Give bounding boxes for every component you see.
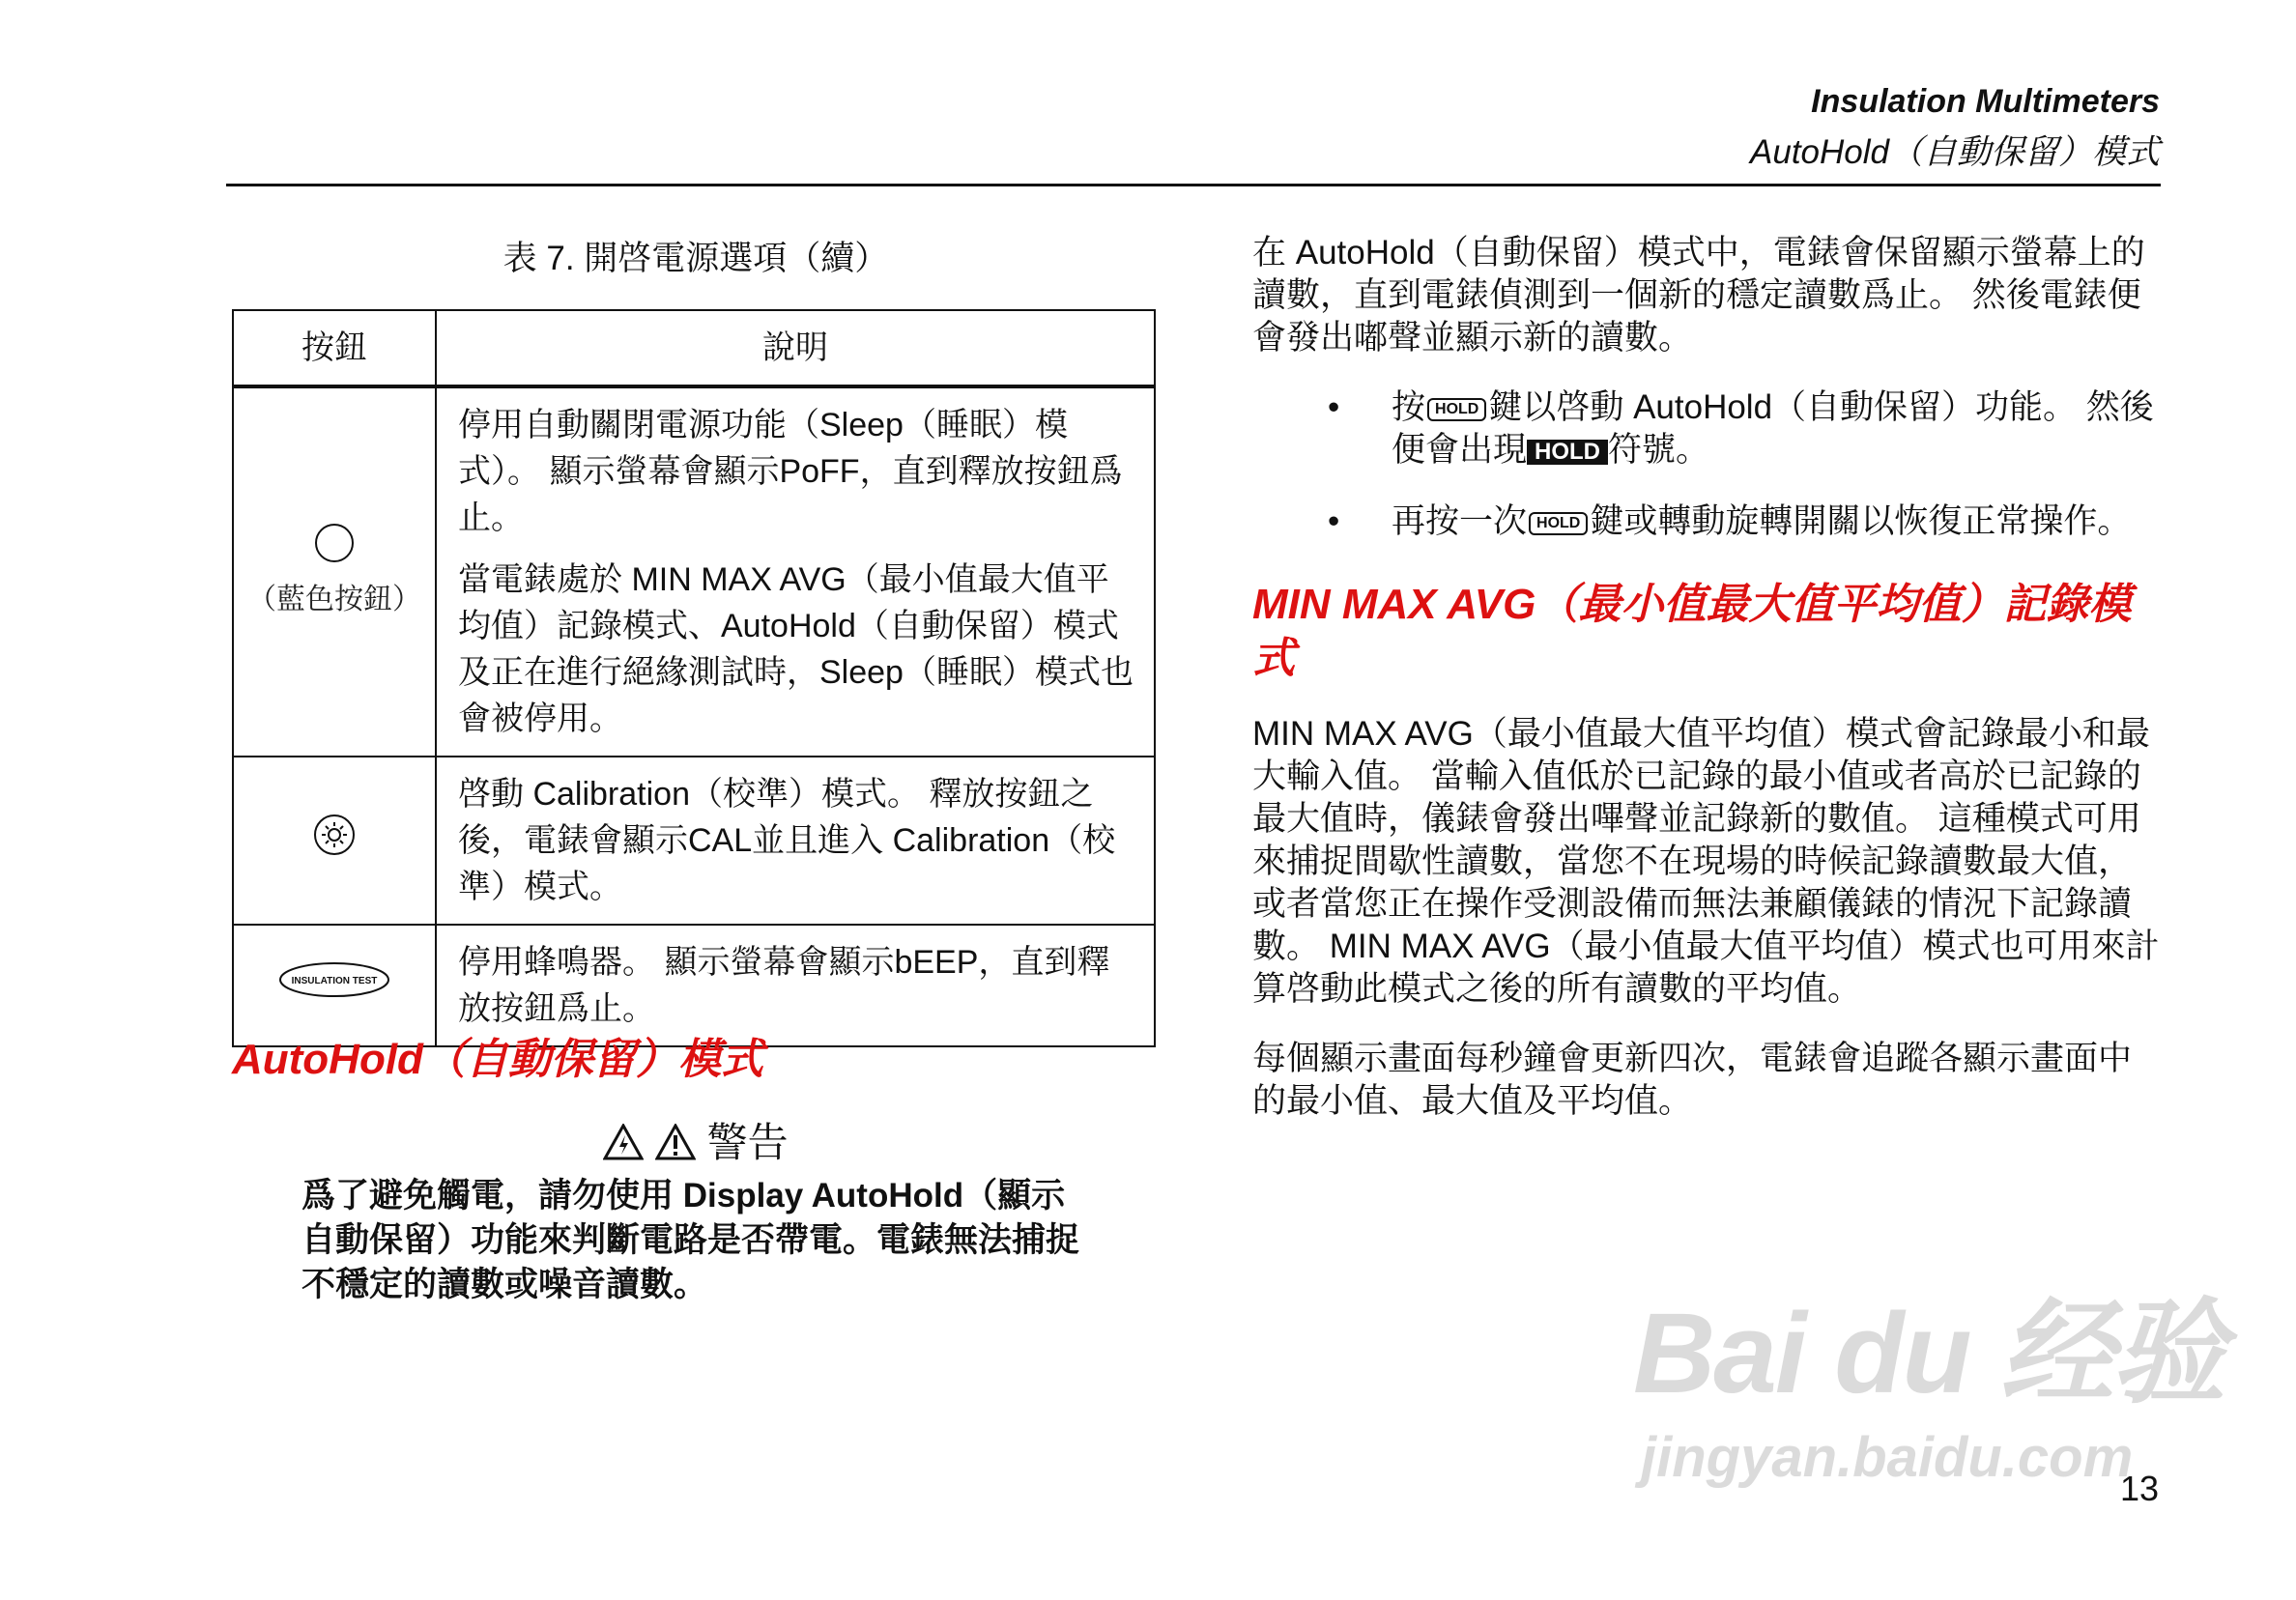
button-cell <box>233 386 436 757</box>
section-title-autohold: AutoHold（自動保留）模式 <box>232 1036 763 1083</box>
bullet-text: 按 <box>1392 388 1426 426</box>
blue-button-label: （藍色按鈕） <box>247 583 421 615</box>
backlight-button-icon <box>312 813 357 857</box>
table-caption: 表 7. 開啓電源選項（續） <box>502 240 889 277</box>
update-paragraph: 每個顯示畫面每秒鐘會更新四次，電錶會追蹤各顯示畫面中的最小值、最大值及平均值。 <box>1252 1040 2133 1120</box>
list-item <box>1252 500 2161 543</box>
page-number: 13 <box>2119 1469 2159 1508</box>
electric-hazard-icon <box>603 1124 644 1160</box>
blue-button-icon <box>313 522 356 564</box>
header-subtitle: AutoHold（自動保留）模式 <box>1750 133 2160 171</box>
min-max-paragraph: MIN MAX AVG（最小值最大值平均值）模式會記錄最小和最大輸入值。 當輸入值低於已記錄的最小值或者高於已記錄的最大值時，儀錶會發出嗶聲並記錄新的數值。 這種模式可用來捕捉間歇性讀數，當您不在現場的時候記錄讀數最大值，或者當您正在操作受測設備而無法兼顧儀錶的情況下記錄讀數。 MIN MAX AVG（最小值最大值平均值）模式也可用來計算啓動此模式之後的所有讀數的平均值。 <box>1252 715 2160 1008</box>
description-text: 停用自動關閉電源功能（Sleep（睡眠）模式）。 顯示螢幕會顯示PoFF，直到釋放按鈕爲止。 <box>458 407 1123 536</box>
button-cell <box>233 757 436 925</box>
bullet-text: 鍵或轉動旋轉開關以恢復正常操作。 <box>1590 502 2132 540</box>
right-column <box>1252 232 2161 1150</box>
watermark-main: Bai du 经验 <box>1633 1290 2224 1417</box>
hold-key-icon: HOLD <box>1529 512 1588 535</box>
intro-paragraph: 在 AutoHold（自動保留）模式中，電錶會保留顯示螢幕上的讀數，直到電錶偵測到一個新的穩定讀數爲止。 然後電錶便會發出嘟聲並顯示新的讀數。 <box>1252 234 2145 357</box>
hold-symbol-icon: HOLD <box>1527 440 1608 465</box>
insulation-test-button-icon <box>277 960 391 999</box>
bullet-list <box>1252 386 2161 543</box>
warning-triangle-icon <box>655 1124 696 1160</box>
description-text: 當電錶處於 MIN MAX AVG（最小值最大值平均值）記錄模式、AutoHold（自動保留）模式及正在進行絕緣測試時，Sleep（睡眠）模式也會被停用。 <box>458 561 1134 737</box>
watermark-sub: jingyan.baidu.com <box>1641 1426 2134 1489</box>
hold-key-icon: HOLD <box>1427 398 1486 421</box>
list-item <box>1252 386 2161 471</box>
section-title-min-max-avg: MIN MAX AVG（最小值最大值平均值）記錄模式 <box>1252 581 2132 682</box>
column-header-button: 按鈕 <box>233 310 436 386</box>
table-row <box>233 386 1155 757</box>
bullet-text: 鍵以啓動 AutoHold（自動保留）功能。 然後便會出現 <box>1392 388 2154 469</box>
bullet-text: 再按一次 <box>1392 502 1528 540</box>
header-rule <box>226 184 2161 186</box>
warning-heading <box>232 1111 1160 1169</box>
column-header-description: 說明 <box>436 310 1155 386</box>
insulation-test-button-label: INSULATION TEST <box>291 975 378 986</box>
left-column <box>232 232 1160 1303</box>
baidu-watermark <box>1633 1261 2224 1490</box>
warning-text: 爲了避免觸電，請勿使用 Display AutoHold（顯示自動保留）功能來判斷電路是否帶電。電錶無法捕捉不穩定的讀數或噪音讀數。 <box>301 1177 1080 1303</box>
table-row <box>233 757 1155 925</box>
description-text: 停用蜂鳴器。 顯示螢幕會顯示bEEP，直到釋放按鈕爲止。 <box>458 944 1110 1027</box>
warning-title: 警告 <box>706 1120 789 1165</box>
description-cell <box>436 757 1155 925</box>
power-on-options-table <box>232 309 1156 1047</box>
bullet-text: 符號。 <box>1608 431 1710 469</box>
header-title: Insulation Multimeters <box>1811 83 2160 120</box>
description-text: 啓動 Calibration（校準）模式。 釋放按鈕之後，電錶會顯示CAL並且進入 Calibration（校準）模式。 <box>458 776 1116 905</box>
description-cell <box>436 386 1155 757</box>
